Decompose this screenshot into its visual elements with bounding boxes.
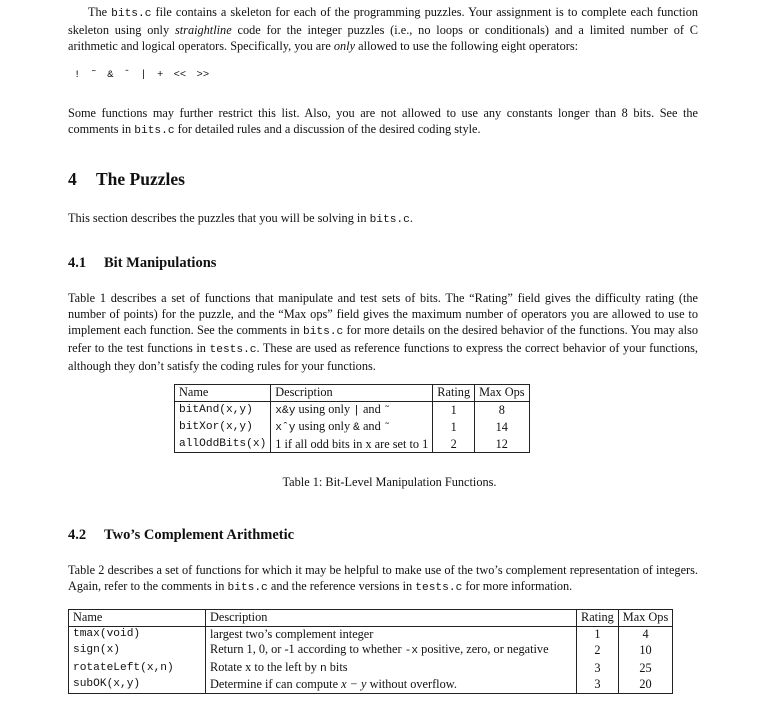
cell-name: tmax(void) — [73, 627, 141, 640]
cell-name: bitXor(x,y) — [179, 421, 253, 433]
cell-description: 1 if all odd bits in x are set to 1 — [271, 437, 433, 453]
table-bit-manipulation — [174, 384, 530, 453]
cell-rating: 1 — [577, 626, 619, 642]
header-max-ops: Max Ops — [475, 385, 529, 402]
header-description: Description — [206, 610, 577, 627]
table-row — [175, 419, 530, 437]
cell-max-ops: 10 — [618, 642, 672, 660]
header-max-ops: Max Ops — [618, 610, 672, 627]
cell-description: Determine if can compute x − y without overflow. — [206, 677, 577, 693]
section-puzzles-text: This section describes the puzzles that you will be solving in bits.c. — [68, 211, 413, 226]
section-heading-puzzles: 4 The Puzzles — [68, 169, 185, 189]
cell-name: allOddBits(x) — [179, 437, 267, 450]
cell-description: Return 1, 0, or -1 according to whether -x positive, zero, or negative — [206, 642, 577, 660]
table-row — [175, 401, 530, 419]
table-row — [69, 677, 673, 693]
cell-max-ops: 25 — [618, 660, 672, 678]
table-row — [175, 437, 530, 453]
cell-name: sign(x) — [73, 644, 120, 656]
cell-max-ops: 4 — [618, 626, 672, 642]
header-rating: Rating — [577, 610, 619, 627]
cell-description: Rotate x to the left by n bits — [206, 660, 577, 678]
cell-description: xˆy using only & and ˜ — [271, 419, 433, 437]
cell-max-ops: 20 — [618, 677, 672, 693]
intro-paragraph: The bits.c file contains a skeleton for each of the programming puzzles. Your assignment is to complete each function skeleton using only straightline code for the integer puzzles (i.e., no loops or conditionals) and a limited number of C arithmetic and logical operators. Specifically, you are only allowed to use the following eight operators: — [68, 5, 698, 53]
cell-name: subOK(x,y) — [73, 678, 141, 690]
cell-rating: 1 — [433, 401, 475, 419]
cell-description: x&y using only | and ˜ — [271, 401, 433, 419]
cell-rating: 3 — [577, 677, 619, 693]
cell-description: largest two’s complement integer — [206, 626, 577, 642]
table-header-row — [175, 385, 530, 402]
cell-max-ops: 14 — [475, 419, 529, 437]
cell-rating: 2 — [577, 642, 619, 660]
cell-max-ops: 8 — [475, 401, 529, 419]
table-header-row — [69, 610, 673, 627]
header-rating: Rating — [433, 385, 475, 402]
section-bit-manipulations-text: Table 1 describes a set of functions that manipulate and test sets of bits. The “Rating” field gives the difficulty rating (the number of points) for the puzzle, and the “Max ops” field gives the maximum number of operators you are allowed to use to implement each function. See the comments in bits.c for more details on the desired behavior of the functions. You may also refer to the test functions in tests.c. These are used as reference functions to express the correct behavior of your functions, although they don’t satisfy the coding rules for your functions. — [68, 291, 698, 373]
header-name: Name — [175, 385, 271, 402]
header-name: Name — [69, 610, 206, 627]
cell-rating: 2 — [433, 437, 475, 453]
table-twos-complement — [68, 609, 673, 694]
cell-name: rotateLeft(x,n) — [73, 661, 174, 674]
cell-rating: 1 — [433, 419, 475, 437]
table-row — [69, 642, 673, 660]
cell-rating: 3 — [577, 660, 619, 678]
section-twos-complement-text: Table 2 describes a set of functions for which it may be helpful to make use of the two’s complement representation of integers. Again, refer to the comments in bits.c and the reference versions in tests.c for more information. — [68, 563, 698, 594]
restriction-paragraph: Some functions may further restrict this list. Also, you are not allowed to use any constants longer than 8 bits. See the comments in bits.c for detailed rules and a discussion of the desired coding style. — [68, 106, 698, 137]
header-description: Description — [271, 385, 433, 402]
section-heading-bit-manipulations: 4.1 Bit Manipulations — [68, 255, 217, 271]
table1-caption: Table 1: Bit-Level Manipulation Functions. — [282, 475, 497, 489]
cell-max-ops: 12 — [475, 437, 529, 453]
section-heading-twos-complement: 4.2 Two’s Complement Arithmetic — [68, 527, 295, 543]
operator-list: ! ˜ & ˆ | + << >> — [74, 69, 210, 81]
cell-name: bitAnd(x,y) — [179, 403, 253, 416]
table-row — [69, 660, 673, 678]
table-row — [69, 626, 673, 642]
